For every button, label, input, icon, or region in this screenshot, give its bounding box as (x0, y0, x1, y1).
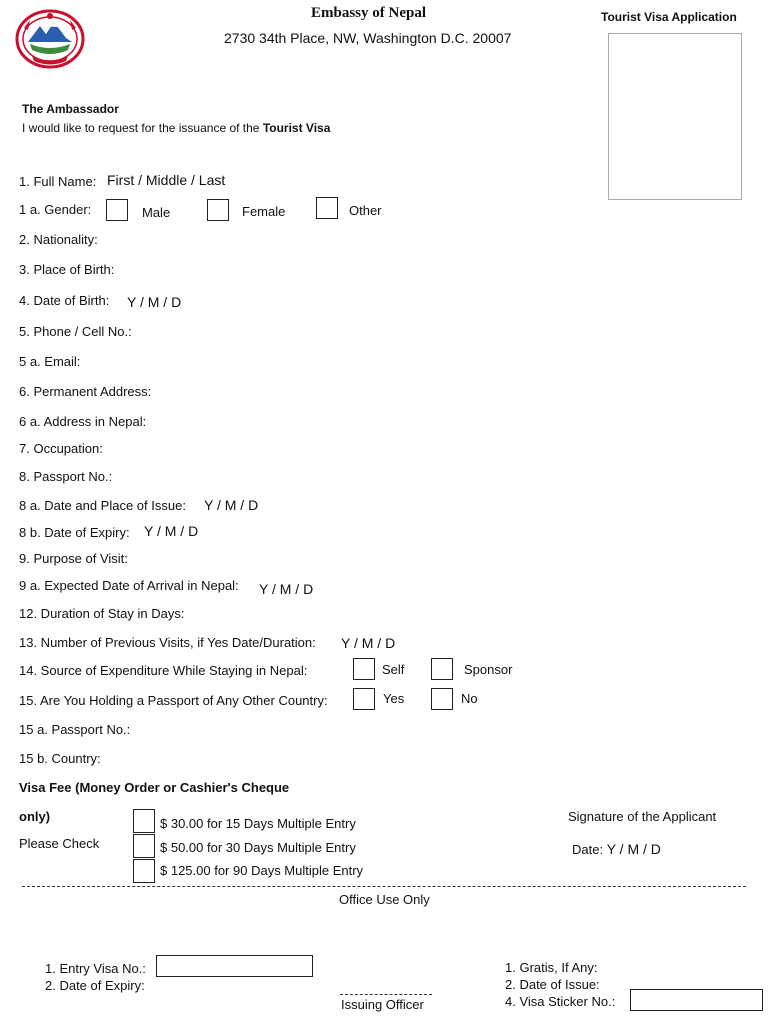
other-passport-no-field[interactable]: 15 a. Passport No.: (19, 722, 131, 737)
office-use-heading: Office Use Only (339, 892, 430, 907)
email-field[interactable]: 5 a. Email: (19, 354, 81, 369)
other-country-field[interactable]: 15 b. Country: (19, 751, 101, 766)
signature-date-field[interactable]: Y / M / D (606, 841, 661, 857)
form-title: Tourist Visa Application (601, 10, 737, 24)
officer-signature-line (340, 994, 432, 995)
entry-visa-no-label: 1. Entry Visa No.: (45, 961, 146, 976)
issue-date-field[interactable]: Y / M / D (204, 497, 259, 513)
gender-male-label: Male (142, 205, 171, 220)
full-name-label: 1. Full Name: (19, 174, 97, 189)
issue-label: 8 a. Date and Place of Issue: (19, 498, 186, 513)
phone-field[interactable]: 5. Phone / Cell No.: (19, 324, 132, 339)
gender-other-label: Other (349, 203, 382, 218)
passport-no-field[interactable]: 8. Passport No.: (19, 469, 113, 484)
date-of-birth-field[interactable]: Y / M / D (127, 294, 182, 310)
visa-sticker-label: 4. Visa Sticker No.: (505, 994, 616, 1009)
permanent-address-field[interactable]: 6. Permanent Address: (19, 384, 152, 399)
gratis-field[interactable]: 1. Gratis, If Any: (505, 960, 598, 975)
visa-fee-90-days-checkbox[interactable] (133, 859, 155, 883)
expenditure-self-checkbox[interactable] (353, 658, 375, 680)
gender-male-checkbox[interactable] (106, 199, 128, 221)
visa-fee-heading-cont: only) (19, 809, 51, 824)
photo-box[interactable] (608, 33, 742, 200)
date-of-issue-field[interactable]: 2. Date of Issue: (505, 977, 600, 992)
issuing-officer-label: Issuing Officer (341, 997, 424, 1012)
signature-date-label: Date: (572, 842, 604, 857)
visa-fee-30-days-checkbox[interactable] (133, 834, 155, 858)
visa-fee-heading: Visa Fee (Money Order or Cashier's Cheque (19, 780, 290, 795)
expenditure-sponsor-checkbox[interactable] (431, 658, 453, 680)
gender-other-checkbox[interactable] (316, 197, 338, 219)
duration-field[interactable]: 12. Duration of Stay in Days: (19, 606, 185, 621)
previous-visits-field[interactable]: Y / M / D (341, 635, 396, 651)
other-passport-yes-checkbox[interactable] (353, 688, 375, 710)
embassy-address: 2730 34th Place, NW, Washington D.C. 20007 (224, 30, 512, 46)
nepal-emblem-icon (14, 8, 86, 70)
gender-female-label: Female (242, 204, 286, 219)
arrival-date-field[interactable]: Y / M / D (259, 581, 314, 597)
occupation-field[interactable]: 7. Occupation: (19, 441, 103, 456)
full-name-field[interactable]: First / Middle / Last (107, 172, 226, 188)
arrival-label: 9 a. Expected Date of Arrival in Nepal: (19, 578, 239, 593)
expenditure-sponsor-label: Sponsor (464, 662, 513, 677)
office-divider (22, 886, 746, 887)
gender-label: 1 a. Gender: (19, 202, 92, 217)
expenditure-label: 14. Source of Expenditure While Staying in Nepal: (19, 663, 308, 678)
visa-fee-30-days-label: $ 50.00 for 30 Days Multiple Entry (160, 840, 356, 855)
request-line (22, 121, 330, 135)
signature-label[interactable]: Signature of the Applicant (568, 809, 717, 824)
address-nepal-field[interactable]: 6 a. Address in Nepal: (19, 414, 147, 429)
expiry-label: 8 b. Date of Expiry: (19, 525, 130, 540)
purpose-field[interactable]: 9. Purpose of Visit: (19, 551, 128, 566)
expiry-date-field[interactable]: Y / M / D (144, 523, 199, 539)
visa-fee-15-days-label: $ 30.00 for 15 Days Multiple Entry (160, 816, 356, 831)
request-visa-type: Tourist Visa (262, 121, 331, 135)
gender-female-checkbox[interactable] (207, 199, 229, 221)
date-of-birth-label: 4. Date of Birth: (19, 293, 110, 308)
previous-visits-label: 13. Number of Previous Visits, if Yes Date/Duration: (19, 635, 316, 650)
signature-date[interactable] (572, 841, 661, 857)
please-check-label: Please Check (19, 836, 100, 851)
other-passport-yes-label: Yes (383, 691, 405, 706)
request-prefix: I would like to request for the issuance of the (22, 121, 260, 135)
other-passport-label: 15. Are You Holding a Passport of Any Other Country: (19, 693, 328, 708)
salutation-to: The Ambassador (22, 102, 119, 116)
expenditure-self-label: Self (382, 662, 405, 677)
office-expiry-label[interactable]: 2. Date of Expiry: (45, 978, 145, 993)
visa-sticker-input[interactable] (630, 989, 763, 1011)
embassy-emblem (14, 8, 86, 70)
embassy-title: Embassy of Nepal (311, 5, 427, 21)
entry-visa-no-input[interactable] (156, 955, 313, 977)
other-passport-no-label: No (461, 691, 478, 706)
nationality-field[interactable]: 2. Nationality: (19, 232, 98, 247)
visa-fee-15-days-checkbox[interactable] (133, 809, 155, 833)
other-passport-no-checkbox[interactable] (431, 688, 453, 710)
place-of-birth-field[interactable]: 3. Place of Birth: (19, 262, 115, 277)
visa-fee-90-days-label: $ 125.00 for 90 Days Multiple Entry (160, 863, 364, 878)
